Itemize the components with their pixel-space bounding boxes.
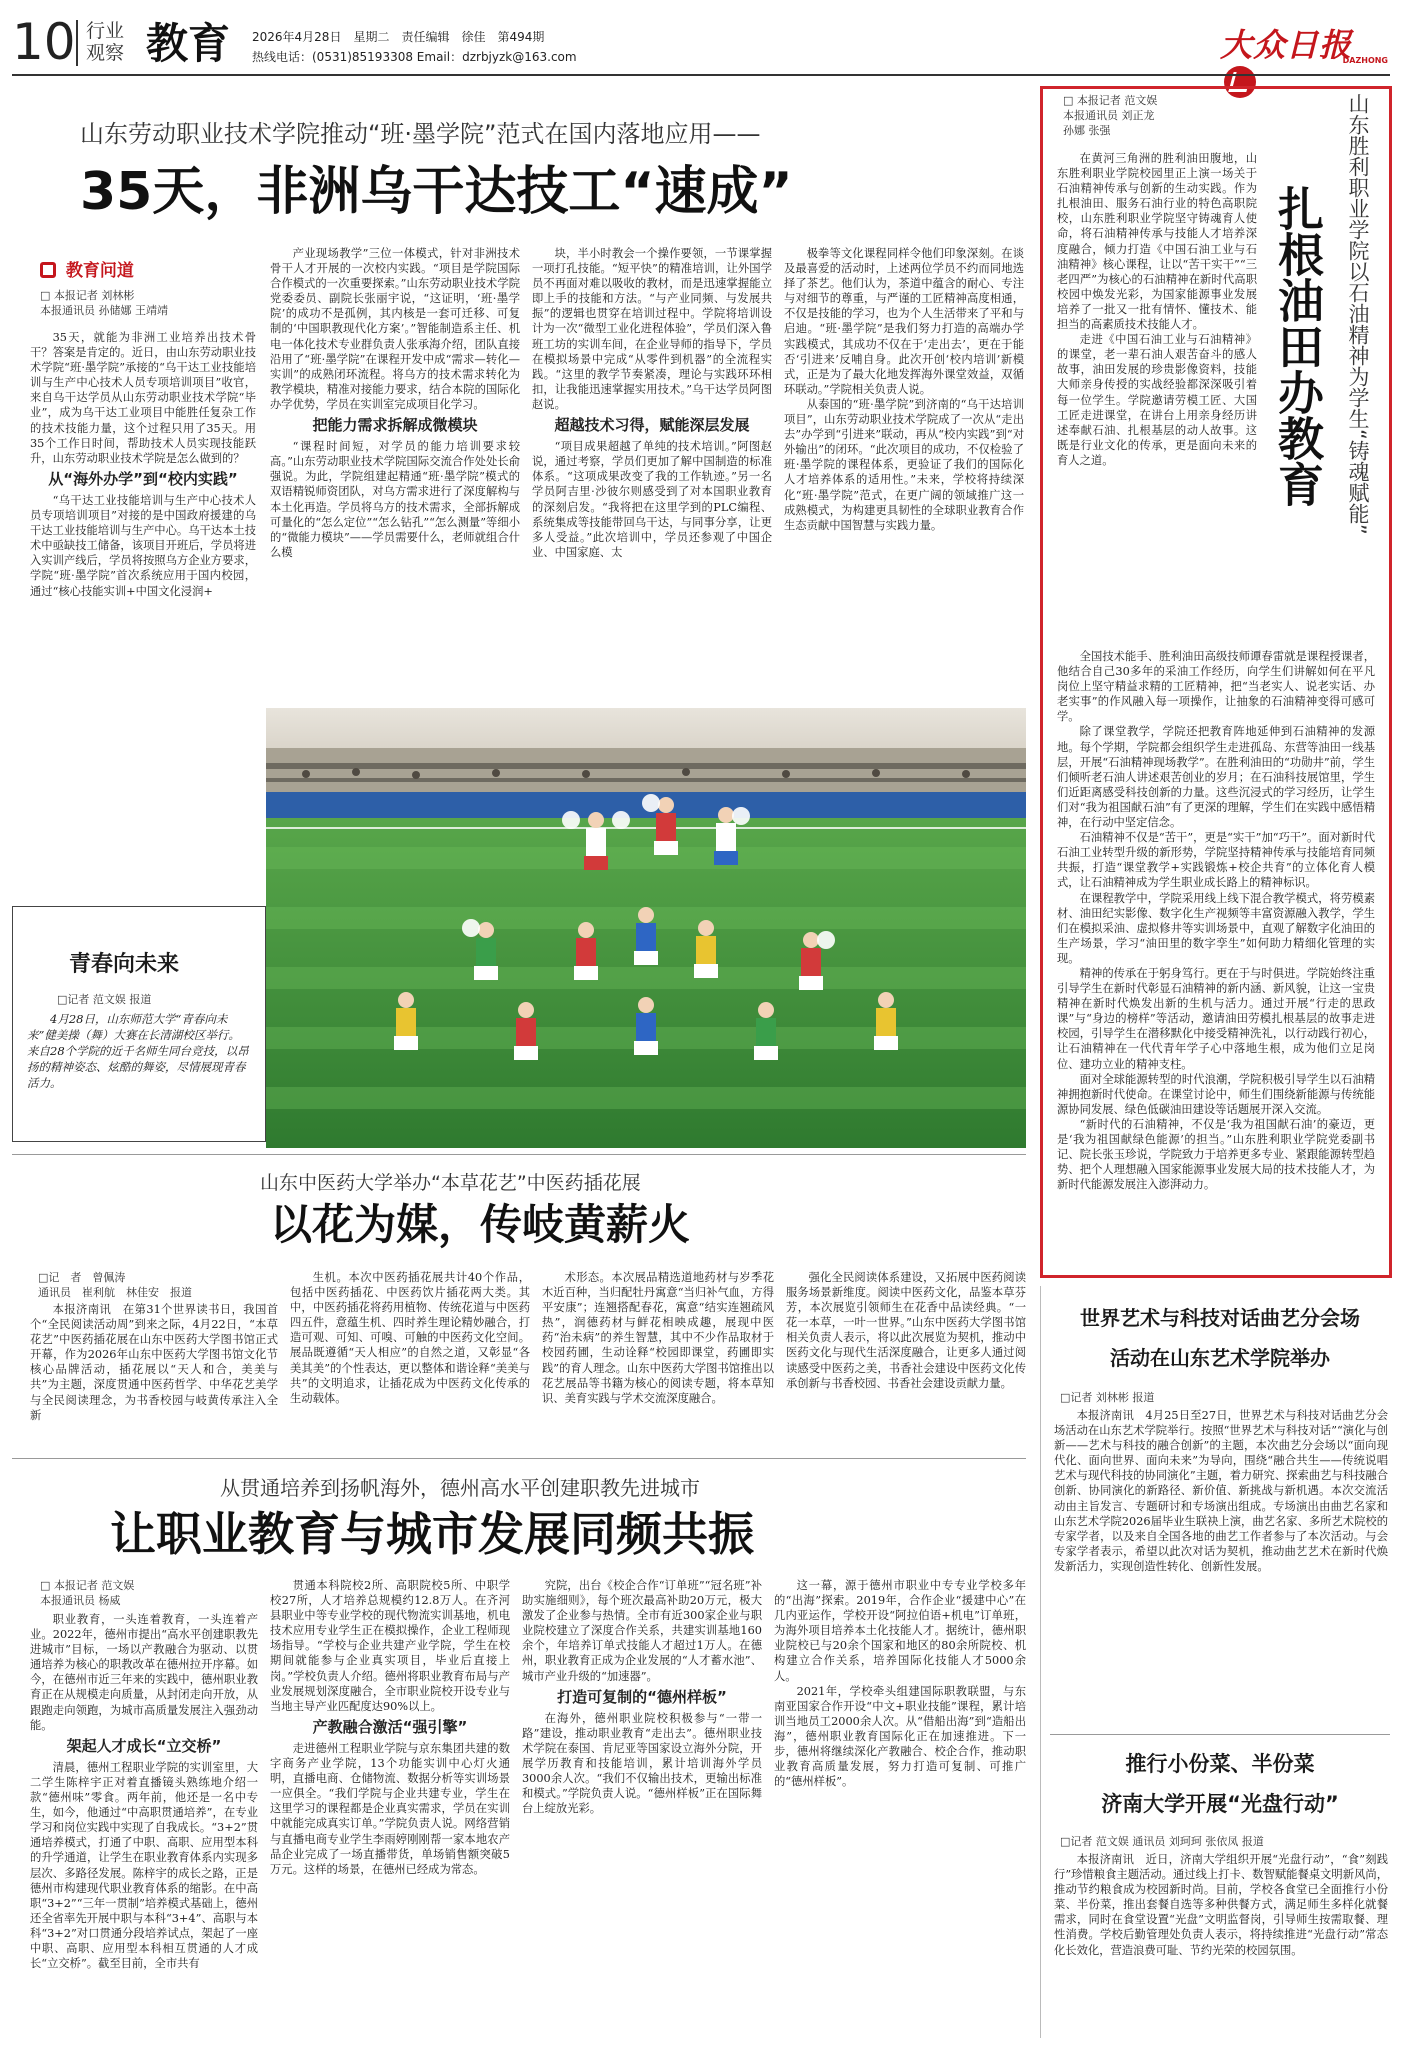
article1-headline: 35天，非洲乌干达技工“速成” <box>80 162 793 222</box>
article1-col3b-text: “项目成果超越了单纯的技术培训。”阿图赵说，通过考察，学员们更加了解中国制造的标准体系。“这项成果改变了我的工作轨迹。”另一名学员阿吉里·沙彼尔则感受到了对本国职业教育的深刻启发。“我将把在这里学到的PLC编程、系统集成等技能带回乌干达，与同事分享，让更多人受益。”此次培训中，学员还参观了中国企业、中国家庭、太 <box>532 440 772 559</box>
article1-col2b-text: “课程时间短，对学员的能力培训要求较高。”山东劳动职业技术学院国际交流合作处处长俞强说。为此，学院组建起精通“班·墨学院”模式的双语精锐师资团队，对乌方需求进行了深度解构与本土化再造。学员将乌方的技术需求，全部拆解成可量化的“怎么定位”“怎么钻孔”“怎么测量”等细小的“微能力模块”——学员需要什么，老师就组合什么模 <box>270 440 520 559</box>
cheerleading-photo <box>266 708 1026 1148</box>
sidebar-p2: 走进《中国石油工业与石油精神》的课堂，老一辈石油人艰苦奋斗的感人故事，油田发展的珍贵影像资料，技能大师亲身传授的实战经验都深深吸引着每一位学生。学院邀请劳模工匠、大国工匠走进课堂，在讲台上用亲身经历讲述奉献石油、扎根基层的动人故事。这既是行业文化的传承，更是面向未来的育人之道。 <box>1057 333 1257 467</box>
section-small-label <box>86 20 124 64</box>
article1-col4 <box>784 246 1024 696</box>
article3-col2 <box>270 1578 510 2038</box>
article3-subhead-3: 打造可复制的“德州样板” <box>557 1687 727 1706</box>
article1-subhead-3: 超越技术习得，赋能深层发展 <box>554 416 750 435</box>
article5-text: 本报济南讯 近日，济南大学组织开展“光盘行动”，“食”刻践行”珍惜粮食主题活动。通过线上打卡、数智赋能餐桌文明新风尚，推动节约粮食成为校园新时尚。目前，学校各食堂已全面推行小份菜、半份菜，推出套餐自选等多种供餐方式，满足师生多样化就餐需求，同时在食堂设置“光盘”文明监督岗，引导师生按需取餐、理性消费。学校后勤管理处负责人表示，将持续推进“光盘行动”常态化长效化，营造浪费可耻、节约光荣的校园氛围。 <box>1054 1853 1388 1957</box>
sidebar-p5: 石油精神不仅是“苦干”，更是“实干”加“巧干”。面对新时代石油工业转型升级的新形势，学院坚持精神传承与技能培育同频共振，打造“课堂教学+实践锻炼+校企共育”的立体化育人模式，让石油精神成为学生职业成长路上的精神标识。 <box>1057 831 1375 890</box>
article3-col3b-text: 在海外，德州职业院校积极参与“一带一路”建设，推动职业教育“走出去”。德州职业技术学院在泰国、肯尼亚等国家设立海外分院，开展学历教育和技能培训，累计培训海外学员3000余人次。“我们不仅输出技术，更输出标准和模式。”学院负责人说。“德州样板”正在国际舞台上绽放光彩。 <box>522 1711 762 1816</box>
article1-subhead-1: 从“海外办学”到“校内实践” <box>48 469 238 488</box>
article2-col2 <box>290 1270 530 1450</box>
sidebar-headline: 扎根油田办教育 <box>1271 185 1325 507</box>
article1-col3-text: 块，半小时教会一个操作要领，一节课掌握一项打孔技能。“短平快”的精准培训，让外国学员不再面对难以吸收的教材，而是迅速掌握能立即上手的技能和方法。“与产业同频、与发展共振”的逻辑也贯穿在培训过程中。学院将培训设计为一次“微型工业化进程体验”，学员们深入鲁班工坊的实训车间，在企业导师的指导下，学员在模拟场景中完成“从零件到机器”的全流程实践。“这里的教学节奏紧凑，理论与实践环环相扣，让我能迅速掌握实用技术。”乌干达学员阿图赵说。 <box>532 247 772 411</box>
article5-byline: □记者 范文娱 通讯员 刘珂珂 张依凤 报道 <box>1060 1835 1264 1848</box>
article3-col4 <box>774 1578 1026 2038</box>
article2-col1 <box>30 1302 278 1450</box>
article1-col1-text: 35天，就能为非洲工业培养出技术骨干？答案是肯定的。近日，由山东劳动职业技术学院“班·墨学院”承接的“乌干达工业技能培训与生产中心技术人员专项培训项目”收官，来自乌干达学员从山东劳动职业技术学院“毕业”，成为乌干达工业项目中能胜任复杂工作的技术技能力量，这个过程只用了35天。用35个工作日时间，帮助技术人员实现技能跃升，山东劳动职业技术学院是怎么做到的？ <box>30 331 256 465</box>
article1-col2 <box>270 246 520 696</box>
sidebar-body-bottom <box>1057 649 1375 1269</box>
article1-col4-text: 极拳等文化课程同样令他们印象深刻。在谈及最喜爱的活动时，上述两位学员不约而同地选择了茶艺。他们认为，茶道中蕴含的耐心、专注与对细节的尊重，与严谨的工匠精神高度相通，不仅是技能的学习，也为个人生活带来了平和与启迪。“班·墨学院”是我们努力打造的高端办学实践模式，其成功不仅在于‘走出去’，更在于能否‘引进来’反哺自身。此次开创‘校内培训’新模式，正是为了最大化地发挥海外课堂效益，双循环联动。”学院相关负责人说。 <box>784 247 1024 396</box>
article3-col1b-text: 清晨，德州工程职业学院的实训室里，大二学生陈梓宇正对着直播镜头熟练地介绍一款“德州味”零食。两年前，他还是一名中专生，如今，他通过“中高职贯通培养”，在专业学习和岗位实践中实现了自我成长。“3+2”贯通培养模式，打通了中职、高职、应用型本科的升学通道，让学生在职业教育体系内实现多层次、多路径发展。陈梓宇的成长之路，正是德州市构建现代职业教育体系的缩影。在中高职“3+2”“三年一贯制”培养模式基础上，德州还全省率先开展中职与本科“3+4”、高职与本科“3+2”对口贯通分段培养试点，架起了一座中职、高职、应用型本科相互贯通的人才成长“立交桥”。截至目前，全市共有 <box>30 1760 258 1971</box>
sidebar-p8: 面对全球能源转型的时代浪潮，学院积极引导学生以石油精神拥抱新时代使命。在课堂讨论中，师生们围绕新能源与传统能源协同发展、绿色低碳油田建设等话题展开深入交流。 <box>1057 1072 1375 1116</box>
logo-subtext: DAZHONG <box>1342 56 1388 65</box>
article3-col3-text: 究院，出台《校企合作“订单班”“冠名班”补助实施细则》，每个班次最高补助20万元，极大激发了企业参与热情。全市有近300家企业与职业院校建立了深度合作关系，共建实训基地160余个，年培养订单式技能人才超过1万人。在德州，职业教育正成为企业发展的“人才蓄水池”、城市产业升级的“加速器”。 <box>522 1579 762 1683</box>
article4-body <box>1054 1408 1388 1728</box>
article1-col1 <box>30 330 256 698</box>
article1-col3 <box>532 246 772 696</box>
article3-col1 <box>30 1612 258 2038</box>
article2-col3 <box>542 1270 774 1450</box>
article2-col2-text: 生机。本次中医药插花展共计40个作品，包括中医药插花、中医药饮片插花两大类。其中，中医药插花将药用植物、传统花道与中医药四五件，意蕴生机、四时养生理论精妙融合，打造可观、可知、可嗅、可触的中医药文化空间。展品既遵循“天人相应”的自然之道，又彰显“各美其美”的个性表达，更以整体和谐诠释“美美与共”的文明追求，让插花成为中医药文化传承的生动载体。 <box>290 1271 530 1405</box>
article4-byline: □记者 刘林彬 报道 <box>1060 1391 1155 1404</box>
photo-caption-title: 青春向未来 <box>69 952 180 977</box>
article3-col2-text: 贯通本科院校2所、高职院校5所、中职学校27所，人才培养总规模约12.8万人。在齐河县职业中等专业学校的现代物流实训基地，机电技术应用专业学生正在模拟操作，企业工程师现场指导。“学校与企业共建产业学院，学生在校期间就能参与企业真实项目，毕业后直接上岗。”学校负责人介绍。德州将职业教育布局与产业发展规划深度融合，全市职业院校开设专业与当地主导产业匹配度达90%以上。 <box>270 1579 510 1713</box>
article3-col1-text: 职业教育，一头连着教育，一头连着产业。2022年，德州市提出“高水平创建职教先进城市”目标，一场以产教融合为驱动、以贯通培养为核心的职教改革在德州拉开序幕。如今，在德州市近三年来的实践中，德州职业教育正在从规模走向质量，从封闭走向开放，从跟跑走向领跑，为城市高质量发展注入强劲动能。 <box>30 1613 258 1732</box>
contact-line: 热线电话：(0531)85193308 Email：dzrbjyzk@163.com <box>252 50 577 64</box>
photo-caption-box <box>12 906 266 1142</box>
article2-col3-text: 术形态。本次展品精选道地药材与岁季花木近百种，当归配牡丹寓意“当归补气血，方得平安康”；连翘搭配春花，寓意“结实连翘疏风热”，润德药材与鲜花相映成趣，展现中医药“治未病”的养生智慧，其中不少作品取材于校园药圃，生动诠释“校园即课堂，药圃即实践”的育人理念。山东中医药大学图书馆推出以花艺展品等书籍为核心的阅读专题，将本草知识、美育实践与学术交流深度融合。 <box>542 1271 774 1405</box>
article5-headline <box>1050 1744 1390 1824</box>
article3-col4b-text: 2021年，学校牵头组建国际职教联盟，与东南亚国家合作开设“中文+职业技能”课程，累计培训当地员工2000余人次。从“借船出海”到“造船出海”，德州职业教育国际化正在加速推进。下一步，德州将继续深化产教融合、校企合作，推动职业教育高质量发展，努力打造可复制、可推广的“德州样板”。 <box>774 1684 1026 1789</box>
photo-illustration <box>266 708 1026 1148</box>
article1-kicker: 山东劳动职业技术学院推动“班·墨学院”范式在国内落地应用—— <box>80 120 761 148</box>
article2-headline: 以花为媒，传岐黄薪火 <box>270 1200 691 1249</box>
section-small-line-1: 行业 <box>86 20 125 42</box>
article5-body <box>1054 1852 1388 2038</box>
article3-col2b-text: 走进德州工程职业学院与京东集团共建的数字商务产业学院，13个功能实训中心灯火通明，直播电商、仓储物流、数据分析等实训场景一应俱全。“我们学院与企业共建专业，学生在这里学习的课程都是企业真实需求，学员在实训中就能完成真实订单。”学院负责人说。网络营销与直播电商专业学生李雨婷刚刚帮一家本地农产品企业完成了一场直播带货，单场销售额突破5万元。这样的场景，在德州已经成为常态。 <box>270 1741 510 1876</box>
article3-subhead-2: 产教融合激活“强引擎” <box>312 1717 468 1736</box>
article5-headline-line-1: 推行小份菜、半份菜 <box>1125 1752 1315 1776</box>
article3-subhead-1: 架起人才成长“立交桥” <box>66 1736 222 1755</box>
article4-text: 本报济南讯 4月25日至27日，世界艺术与科技对话曲艺分会场活动在山东艺术学院举行。按照“世界艺术与科技对话”“演化与创新——艺术与科技的融合创新”的主题，本次曲艺分会场以“面向现代化、面向世界、面向未来”为导向，围绕“融合共生——传统说唱艺术与现代科技的协同演化”主题，着力研究、探索曲艺与科技融合创新、协同演化的新路径、新价值、新挑战与新机遇。本次交流活动由主旨发言、专题研讨和专场演出组成。专场演出由曲艺名家和山东艺术学院2026届毕业生联袂上演，曲艺名家、多所艺术院校的专家学者，以及来自全国各地的曲艺工作者参与了本次活动。与会专家学者表示，希望以此次对话为契机，推动曲艺艺术在新时代焕发新活力，实现创造性转化、创新性发展。 <box>1054 1409 1388 1573</box>
logo-text: 大众日报 <box>1220 26 1353 64</box>
photo-caption-byline: □记者 范文娱 报道 <box>57 993 152 1006</box>
masthead-logo <box>1220 20 1390 70</box>
article3-col3 <box>522 1578 762 2038</box>
photo-caption-text: 4月28日，山东师范大学“青春向未来”健美操（舞）大赛在长清湖校区举行。来自28个学院的近千名师生同台竞技，以昂扬的精神姿态、炫酷的舞姿，尽情展现青春活力。 <box>27 1012 249 1090</box>
sidebar-box <box>1040 86 1392 1278</box>
article1-col2-text: 产业现场教学”三位一体模式，针对非洲技术骨干人才开展的一次校内实践。“项目是学院国际合作模式的一次重要探索。”山东劳动职业技术学院党委委员、副院长张丽宇说，“这证明，‘班·墨学院’的成功不是孤例，其内核是一套可迁移、可复制的‘中国职教现代化方案’。”智能制造系主任、机电一体化技术专业群负责人张承海介绍，团队直接沿用了“班·墨学院”在课程开发中成“需求—转化—实训”的成熟闭环流程。将乌方的技术需求转化为教学模块，精准对接能力要求，结合本院的国际化办学优势，学员在实训室完成项目化学习。 <box>270 247 520 411</box>
article3-kicker: 从贯通培养到扬帆海外，德州高水平创建职教先进城市 <box>220 1476 700 1500</box>
article2-col4-text: 强化全民阅读体系建设，又拓展中医药阅读服务场景新维度。阅读中医药文化，品鉴本草芬芳，本次展览引领师生在花香中品读经典。“一花一本草，一叶一世界。”山东中医药大学图书馆相关负责人表示，将以此次展览为契机，推动中医药文化与现代生活深度融合，让更多人通过阅读感受中医药之美，书香社会建设中医药文化传承创新与书香校园、书香社会建设贡献力量。 <box>786 1271 1026 1390</box>
article4-headline <box>1050 1298 1390 1378</box>
article2-byline: □记 者 曾佩涛 通讯员 崔利航 林佳安 报道 <box>38 1271 192 1299</box>
article1-col4b-text: 从泰国的“班·墨学院”到济南的“乌干达培训项目”，山东劳动职业技术学院成了一次从“走出去”办学到“引进来”联动，再从“校内实践”到“对外输出”的闭环。“此次项目的成功，不仅检验了班·墨学院的课程体系，更验证了我们的国际化人才培养体系的适用性。”未来，学校将持续深化“班·墨学院”范式，在更广阔的领域推广这一成熟模式，为构建更具韧性的全球职业教育合作生态贡献中国智慧与实践力量。 <box>784 397 1024 532</box>
article2-col4 <box>786 1270 1026 1450</box>
article1-byline: □ 本报记者 刘林彬 本报通讯员 孙储娜 王靖靖 <box>40 289 168 317</box>
article2-kicker: 山东中医药大学举办“本草花艺”中医药插花展 <box>260 1172 641 1194</box>
sidebar-p1: 在黄河三角洲的胜利油田腹地，山东胜利职业学院校园里正上演一场关于石油精神传承与创新的生动实践。作为扎根油田、服务石油行业的特色高职院校，山东胜利职业学院坚守铸魂育人使命，将石油精神传承与技能人才培养深度融合，倾力打造《中国石油工业与石油精神》核心课程，让以“苦干实干”“三老四严”为核心的石油精神在新时代高职校园中焕发光彩，为国家能源事业发展培养了一批又一批有情怀、懂技术、能担当的高素质技术技能人才。 <box>1057 152 1257 332</box>
article1-subhead-2: 把能力需求拆解成微模块 <box>312 416 478 435</box>
sidebar-body-top <box>1057 151 1257 643</box>
section-small-line-2: 观察 <box>86 42 125 64</box>
article4-headline-line-1: 世界艺术与科技对话曲艺分会场 <box>1080 1306 1360 1330</box>
section-title: 教育 <box>146 19 231 68</box>
page-header <box>0 0 1401 80</box>
sidebar-p9: “新时代的石油精神，不仅是‘我为祖国献石油’的豪迈，更是‘我为祖国献绿色能源’的担当。”山东胜利职业学院党委副书记、院长张玉珍说，学院致力于培养更多专业、紧跟能源转型趋势、把个人理想融入国家能源事业发展大局的技术技能人才，为新时代能源发展注入澎湃动力。 <box>1057 1117 1375 1192</box>
sidebar-kicker: 山东胜利职业学院以石油精神为学生“铸魂赋能” <box>1346 93 1370 535</box>
column-tag-label: 教育问道 <box>65 261 134 281</box>
dateline: 2026年4月28日 星期二 责任编辑 徐佳 第494期 <box>252 30 545 44</box>
article2-col1-text: 本报济南讯 在第31个世界读书日，我国首个“全民阅读活动周”到来之际，4月22日，“本草花艺”中医药插花展在山东中医药大学图书馆正式开幕，作为2026年山东中医药大学图书馆文化节核心品牌活动，插花展以“天人和合，美美与共”为主题，深度贯通中医药哲学、中华花艺美学与全民阅读理念，为书香校园与岐黄传承注入全新 <box>30 1303 278 1422</box>
column-tag-icon <box>40 262 56 278</box>
sidebar-p3: 全国技术能手、胜利油田高级技师谭春雷就是课程授课者，他结合自己30多年的采油工作经历，向学生们讲解如何在平凡岗位上坚守精益求精的工匠精神，把“当老实人、说老实话、办老实事”的作风融入每一项操作，让抽象的石油精神变得可感可学。 <box>1057 650 1375 724</box>
article3-headline: 让职业教育与城市发展同频共振 <box>110 1507 754 1561</box>
article1-col1b-text: “乌干达工业技能培训与生产中心技术人员专项培训项目”对接的是中国政府援建的乌干达工业技能培训与生产中心。乌干达本土技术中亟缺技工储备，该项目开班后，学员将进入实训产线后，学员将按照乌方企业方要求，学院“班·墨学院”首次系统应用于国内校园，通过“核心技能实训+中国文化浸润+ <box>30 493 256 598</box>
sidebar-p4: 除了课堂教学，学院还把教育阵地延伸到石油精神的发源地。每个学期，学院都会组织学生走进孤岛、东营等油田一线基层，开展“石油精神现场教学”。在胜利油田的“功勋井”前，学生们倾听老石油人讲述艰苦创业的岁月；在石油科技展馆里，学生们近距离感受科技创新的力量。这些沉浸式的学习经历，让学生们对“我为祖国献石油”有了更深的理解，学生们在实践中感悟精神，在行动中坚定信念。 <box>1057 725 1375 830</box>
article3-col4-text: 这一幕，源于德州市职业中专专业学校多年的“出海”探索。2019年，合作企业“援建中心”在几内亚运作，学校开设“阿拉伯语+机电”订单班，为海外项目培养本土化技能人才。据统计，德州职业院校已与20余个国家和地区的80余所院校、机构建立合作关系，培养国际化技能人才5000余人。 <box>774 1579 1026 1683</box>
column-tag <box>40 256 134 281</box>
sidebar-byline: □ 本报记者 范文娱 本报通讯员 刘正龙 孙娜 张强 <box>1063 94 1158 137</box>
article5-headline-line-2: 济南大学开展“光盘行动” <box>1101 1792 1339 1816</box>
article4-headline-line-2: 活动在山东艺术学院举办 <box>1110 1346 1330 1370</box>
page-number: 10 <box>12 13 76 71</box>
sidebar-p6: 在课程教学中，学院采用线上线下混合教学模式，将劳模素材、油田纪实影像、数字化生产视频等丰富资源融入教学，学生们在模拟采油、虚拟修井等实训场景中，直观了解数字化油田的生产场景，学习“油田里的数字孪生”如何助力精细化管理的实现。 <box>1057 891 1375 965</box>
sidebar-p7: 精神的传承在于躬身笃行。更在于与时俱进。学院始终注重引导学生在新时代彰显石油精神的新内涵、新风貌，让这一宝贵精神在新时代焕发出新的生机与活力。通过开展“行走的思政课”与“身边的榜样”等活动，邀请油田劳模扎根基层的故事走进校园，引导学生在潜移默化中接受精神洗礼，以行动践行初心，让石油精神在一代代青年学子心中落地生根，成为他们立足岗位、建功立业的精神支柱。 <box>1057 966 1375 1071</box>
article3-byline: □ 本报记者 范文娱 本报通讯员 杨威 <box>40 1579 135 1607</box>
